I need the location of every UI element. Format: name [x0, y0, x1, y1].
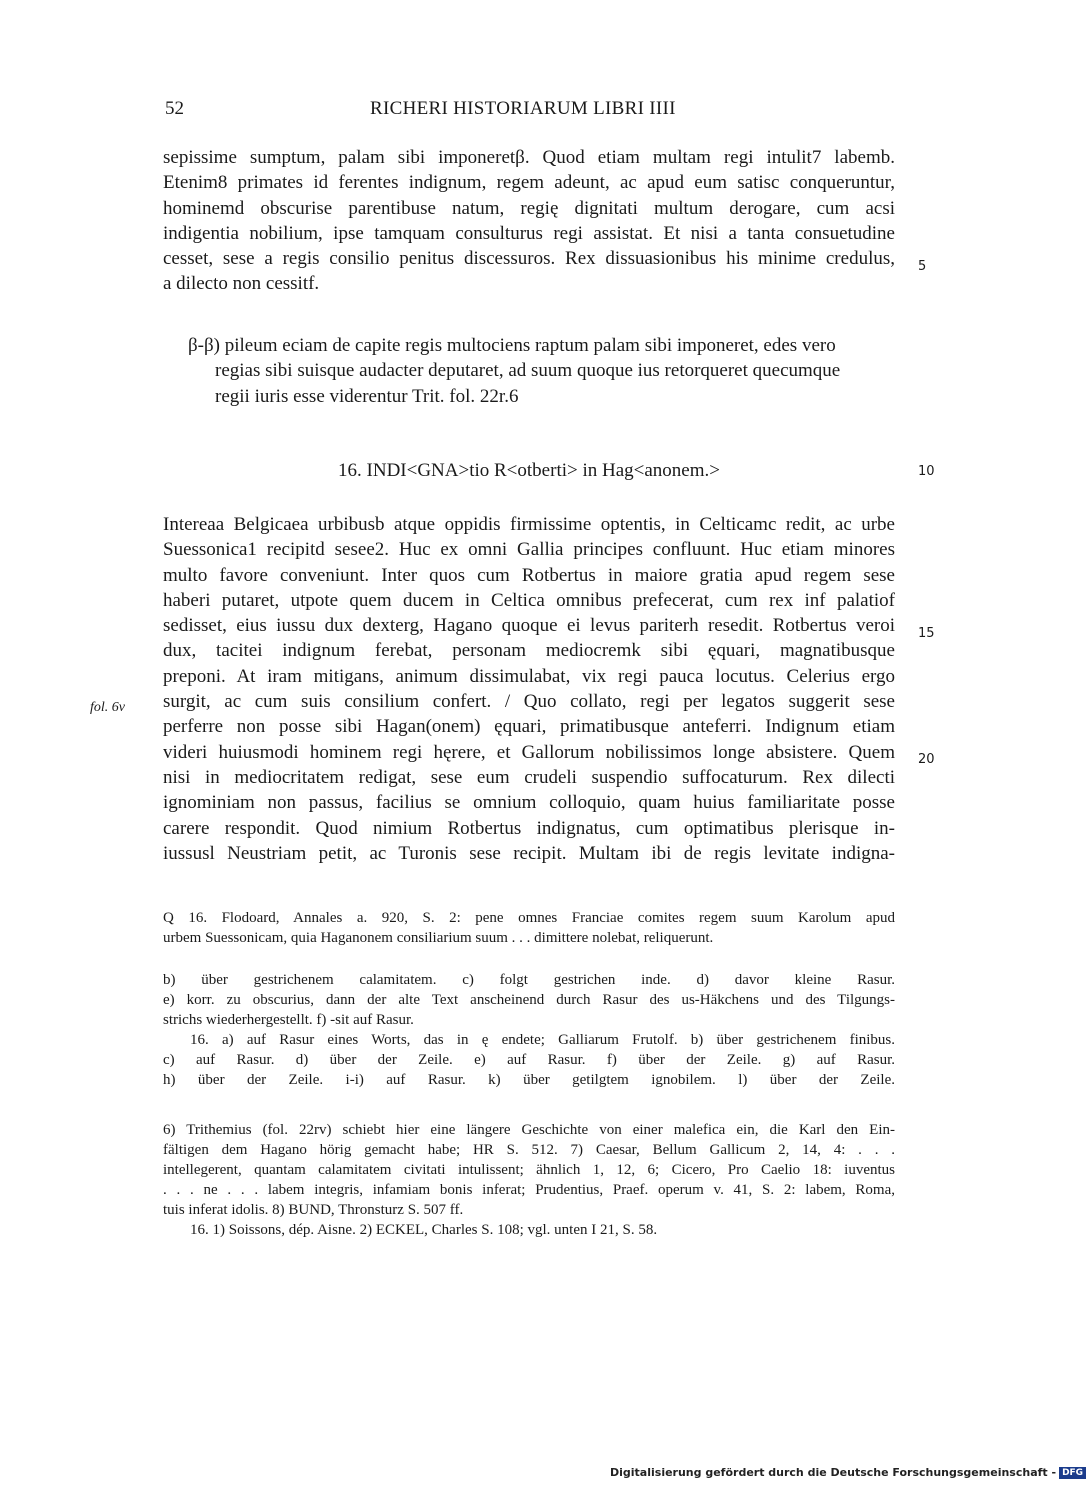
text-line: sedisset, eius iussu dux dexterg, Hagano quoque ei levus pariterh resedit. Rotbertus veroi — [163, 615, 895, 637]
chapter-heading: 16. INDI<GNA>tio R<otberti> in Hag<anonem.> — [338, 460, 720, 481]
margin-folio-note: fol. 6v — [90, 700, 125, 715]
page-number: 52 — [165, 98, 184, 119]
text-line: 6) Trithemius (fol. 22rv) schiebt hier eine längere Geschichte von einer malefica ein, die Karl den Ein- — [163, 1122, 895, 1138]
text-line: dux, tacitei indignum ferebat, personam mediocremk sibi ęquari, magnatibusque — [163, 640, 895, 662]
text-line: 16. 1) Soissons, dép. Aisne. 2) ECKEL, Charles S. 108; vgl. unten I 21, S. 58. — [190, 1222, 658, 1238]
line-number: 20 — [918, 752, 935, 767]
text-line: urbem Suessonicam, quia Haganonem consiliarium suum . . . dimittere nolebat, reliquerunt. — [163, 930, 714, 946]
text-line: Q 16. Flodoard, Annales a. 920, S. 2: pene omnes Franciae comites regem suum Karolum apud — [163, 910, 895, 926]
text-line: 16. a) auf Rasur eines Worts, das in ę endete; Galliarum Frutolf. b) über gestrichenem finibus. — [190, 1032, 895, 1048]
text-line: tuis inferat idolis. 8) BUND, Thronsturz S. 507 ff. — [163, 1202, 464, 1218]
text-line: . . . ne . . . labem integris, infamiam bonis inferat; Prudentius, Praef. operum v. 41, S. 2: labem, Roma, — [163, 1182, 895, 1198]
text-line: regii iuris esse viderentur Trit. fol. 22r.6 — [215, 385, 519, 407]
text-line: Etenim8 primates id ferentes indignum, regem adeunt, ac apud eum satisc conqueruntur, — [163, 172, 895, 194]
paragraph-1 — [163, 145, 895, 297]
text-line: intellegerent, quantam calamitatem civitati intulissent; ähnlich 1, 12, 6; Cicero, Pro Caelio 18: iuventus — [163, 1162, 895, 1178]
credit-text: Digitalisierung gefördert durch die Deutsche Forschungsgemeinschaft - — [610, 1466, 1057, 1479]
commentary-notes — [163, 1120, 895, 1240]
text-line: haberi putaret, utpote quem ducem in Celtica omnibus prefecerat, cum rex inf palatiof — [163, 589, 895, 611]
line-number: 10 — [918, 464, 935, 479]
text-line: videri huiusmodi hominem regi hęrere, et Gallorum nobilissimos longe absistere. Quem — [163, 741, 895, 763]
text-line: Suessonica1 recipitd sesee2. Huc ex omni Gallia principes confluunt. Huc etiam minores — [163, 539, 895, 561]
text-line: multo favore conveniunt. Inter quos cum Rotbertus in maiore gratia apud regem sese — [163, 564, 895, 586]
text-line: indigentia nobilium, ipse tamquam consulturus regi assistat. Et nisi a tanta consuetudine — [163, 222, 895, 244]
running-title: RICHERI HISTORIARUM LIBRI IIII — [370, 98, 676, 119]
text-line: Intereaa Belgicaea urbibusb atque oppidis firmissime optentis, in Celticamc redit, ac urbe — [163, 514, 895, 535]
text-line: β-β) pileum eciam de capite regis multociens raptum palam sibi imponeret, edes vero — [188, 335, 836, 356]
text-line: iussusl Neustriam petit, ac Turonis sese recipit. Multam ibi de regis levitate indigna- — [163, 842, 895, 864]
text-line: e) korr. zu obscurius, dann der alte Text anscheinend durch Rasur des us-Häkchens und des Tilgungs- — [163, 992, 895, 1008]
text-line: fältigen dem Hagano hörig gemacht habe; HR S. 512. 7) Caesar, Bellum Gallicum 2, 14, 4: . . . — [163, 1142, 895, 1158]
textual-apparatus — [163, 970, 895, 1090]
paragraph-2 — [163, 512, 895, 866]
text-line: regias sibi suisque audacter deputaret, ad suum quoque ius retorqueret quecumque — [215, 360, 841, 382]
text-line: carere respondit. Quod nimium Rotbertus indignatus, cum optimatibus plerisque in- — [163, 817, 895, 839]
digitization-credit — [610, 1466, 1086, 1479]
line-number: 5 — [918, 259, 927, 274]
line-number: 15 — [918, 626, 935, 641]
text-line: nisi in mediocritatem redigat, sese eum crudeli suspendio suffocaturum. Rex dilecti — [163, 766, 895, 788]
text-line: b) über gestrichenem calamitatem. c) folgt gestrichen inde. d) davor kleine Rasur. — [163, 972, 895, 988]
text-line: sepissime sumptum, palam sibi imponeretβ. Quod etiam multam regi intulit7 labemb. — [163, 147, 895, 168]
text-line: h) über der Zeile. i-i) auf Rasur. k) über getilgtem ignobilem. l) über der Zeile. — [163, 1072, 895, 1088]
text-line: perferre non posse sibi Hagan(onem) ęquari, primatibusque anteferri. Indignum etiam — [163, 716, 895, 738]
text-line: preponi. At iram mitigans, animum dissimulabat, vix regi pauca locutus. Celerius ergo — [163, 665, 895, 687]
text-line: cesset, sese a regis consilio penitus discessuros. Rex dissuasionibus his minime credulus, — [163, 248, 895, 270]
text-line: surgit, ac cum suis consilium confert. / Quo collato, regi per legatos suggerit sese — [163, 691, 895, 713]
dfg-logo: DFG — [1059, 1467, 1086, 1479]
text-line: a dilecto non cessitf. — [163, 273, 320, 295]
trithemius-variant — [188, 333, 898, 409]
text-line: strichs wiederhergestellt. f) -sit auf Rasur. — [163, 1012, 414, 1028]
text-line: ignominiam non passus, facilius se omnium colloquio, quam huius familiaritate posse — [163, 792, 895, 814]
source-note — [163, 908, 895, 948]
text-line: hominemd obscurise parentibuse natum, regię dignitati multum derogare, cum acsi — [163, 197, 895, 219]
text-line: c) auf Rasur. d) über der Zeile. e) auf Rasur. f) über der Zeile. g) auf Rasur. — [163, 1052, 895, 1068]
